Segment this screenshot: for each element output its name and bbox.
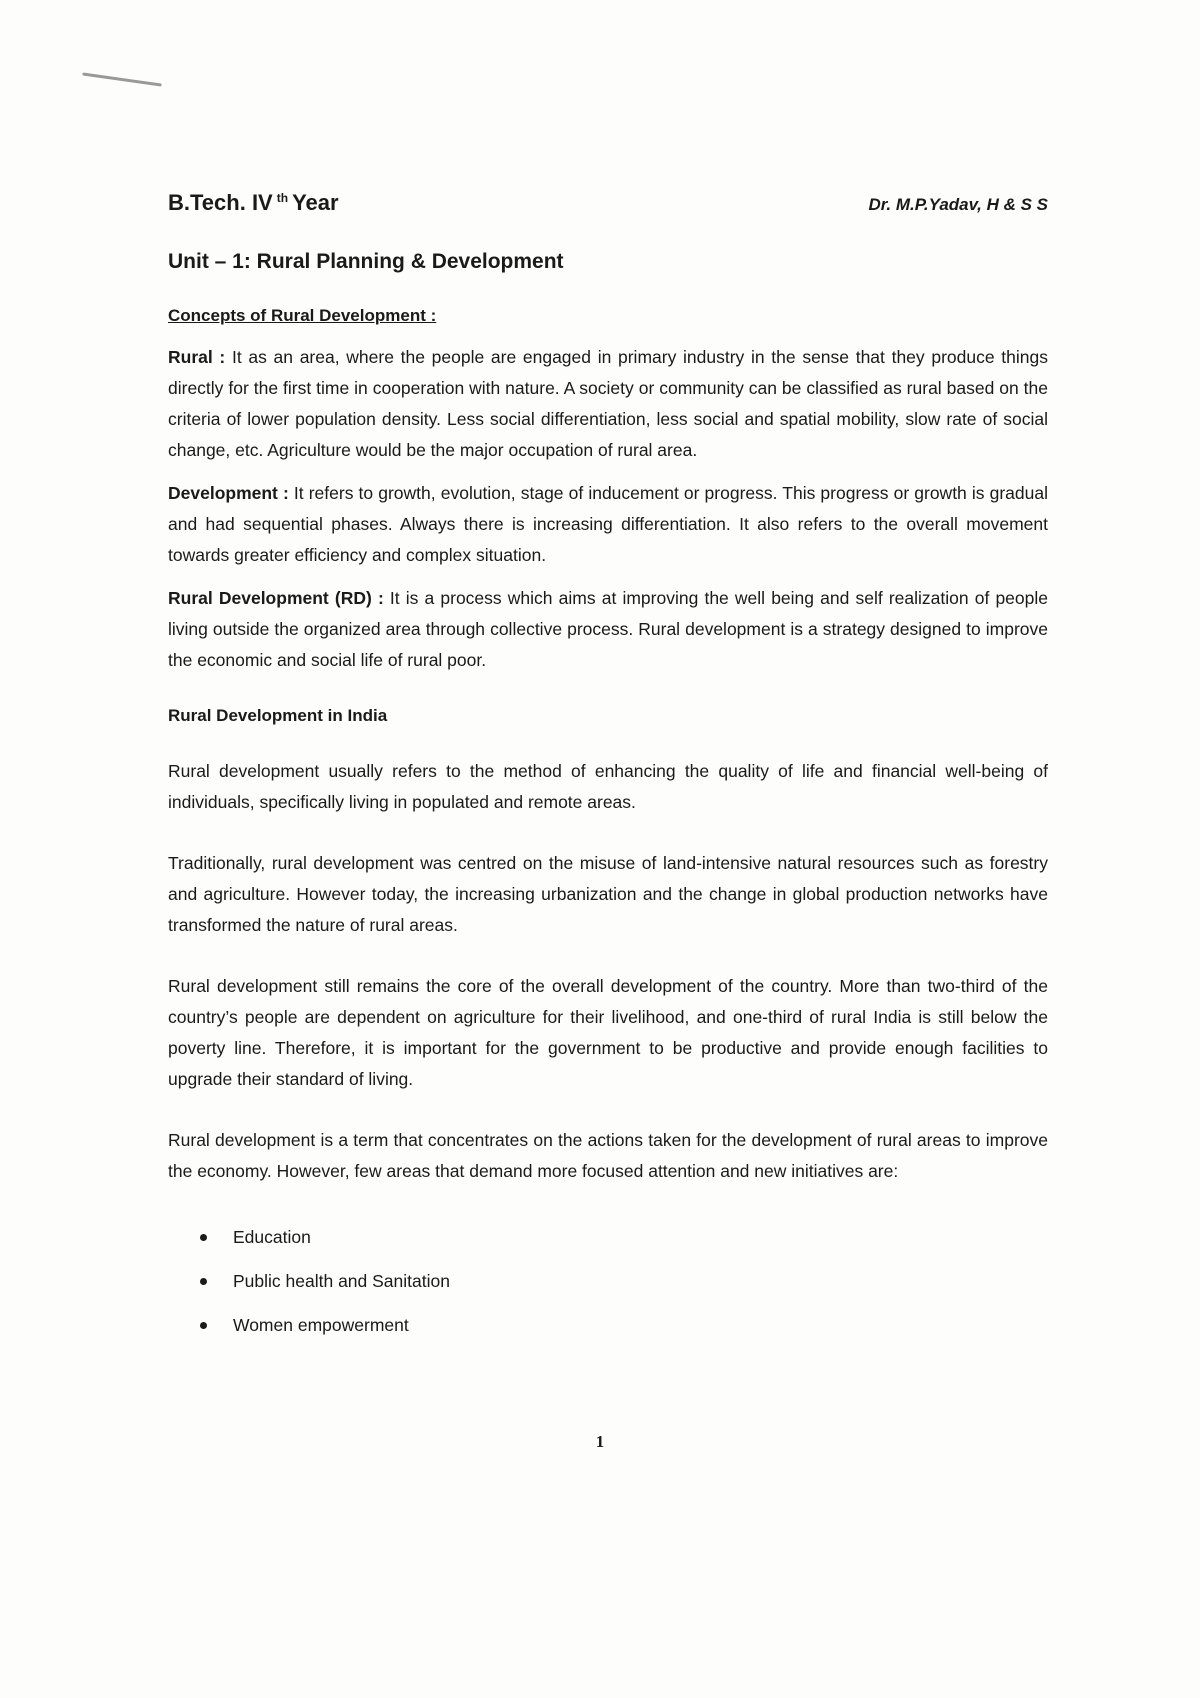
definition-term: Development :: [168, 483, 289, 503]
paragraph: Rural development still remains the core of the overall development of the country. More than two-third of the country’s people are dependent on agriculture for their livelihood, and one-third of rural India is still below the poverty line. Therefore, it is important for the government to be productive and provide enough facilities to upgrade their standard of living.: [168, 976, 1048, 1089]
definition-term: Rural Development (RD) :: [168, 588, 384, 608]
list-item-label: Public health and Sanitation: [233, 1270, 450, 1291]
paragraph: Rural development is a term that concentrates on the actions taken for the development of rural areas to improve the economy. However, few areas that demand more focused attention and new initiatives are:: [168, 1130, 1048, 1181]
india-heading: Rural Development in India: [168, 706, 388, 725]
list-item-label: Education: [233, 1226, 311, 1247]
course-label: [168, 190, 339, 216]
definition-text: It as an area, where the people are engaged in primary industry in the sense that they produce things directly for the first time in cooperation with nature. A society or community can be classified as rural based on the criteria of lower population density. Less social differentiation, less social and spatial mobility, slow rate of social change, etc. Agriculture would be the major occupation of rural area.: [168, 347, 1048, 460]
definition-text: It is a process which aims at improving the well being and self realization of people living outside the organized area through collective process. Rural development is a strategy designed to improve the economic and social life of rural poor.: [168, 588, 1049, 670]
bullet-icon: [200, 1234, 207, 1241]
list-item: [168, 1259, 1048, 1303]
author-label: Dr. M.P.Yadav, H & S S: [868, 195, 1048, 214]
concepts-heading: Concepts of Rural Development :: [168, 306, 437, 325]
document-page: [168, 190, 1048, 1347]
definition-rural-development: [168, 583, 1048, 676]
unit-title: Unit – 1: Rural Planning & Development: [168, 250, 564, 273]
paragraph: Traditionally, rural development was centred on the misuse of land-intensive natural resources such as forestry and agriculture. However today, the increasing urbanization and the change in global production networks have transformed the nature of rural areas.: [168, 853, 1048, 935]
page-number: 1: [595, 1432, 605, 1451]
definition-rural: [168, 342, 1048, 466]
bullet-icon: [200, 1322, 207, 1329]
focus-areas-list: [168, 1215, 1048, 1347]
course-superscript: th: [276, 190, 289, 205]
list-item-label: Women empowerment: [233, 1314, 409, 1335]
document-header: [168, 190, 1048, 230]
paragraph: Rural development usually refers to the method of enhancing the quality of life and financial well-being of individuals, specifically living in populated and remote areas.: [168, 761, 1048, 812]
list-item: [168, 1215, 1048, 1259]
course-suffix: Year: [292, 190, 339, 215]
bullet-icon: [200, 1278, 207, 1285]
definition-text: It refers to growth, evolution, stage of inducement or progress. This progress or growth is gradual and had sequential phases. Always there is increasing differentiation. It also refers to the overall movement towards greater efficiency and complex situation.: [168, 483, 1048, 565]
list-item: [168, 1303, 1048, 1347]
course-prefix: B.Tech. IV: [168, 190, 273, 215]
definition-development: [168, 478, 1048, 571]
definition-term: Rural :: [168, 347, 226, 367]
scan-artifact-mark: [82, 72, 162, 86]
